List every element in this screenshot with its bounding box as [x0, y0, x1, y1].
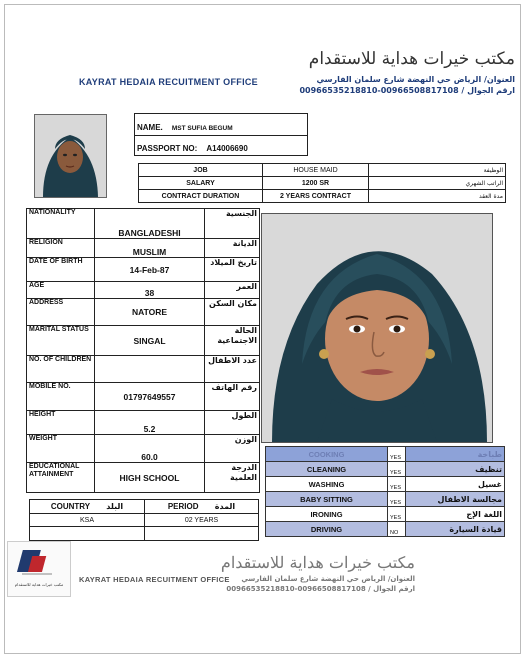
skill-name-ar: طباخة [406, 447, 505, 462]
detail-row [27, 239, 260, 258]
detail-label-ar: الطول [205, 411, 260, 435]
skill-name: DRIVING [266, 522, 388, 537]
skill-name: BABY SITTING [266, 492, 388, 507]
detail-label-ar: الديانة [205, 239, 260, 258]
contract-value: 2 YEARS CONTRACT [263, 190, 369, 203]
detail-label: EDUCATIONAL ATTAINMENT [27, 463, 95, 493]
skill-name-ar: مجالسة الاطفال [406, 492, 505, 507]
salary-value: 1200 SR [263, 177, 369, 190]
detail-value: 01797649557 [95, 383, 205, 411]
skill-row [266, 447, 505, 462]
office-name-english: KAYRAT HEDAIA RECUITMENT OFFICE [79, 77, 258, 87]
skill-name: CLEANING [266, 462, 388, 477]
skill-row [266, 492, 505, 507]
skill-name-ar: غسيل [406, 477, 505, 492]
candidate-large-photo [261, 213, 493, 443]
detail-value: 38 [95, 282, 205, 299]
office-phones: 00966535218810-00966508817108 / ارقم الجوال [299, 86, 515, 95]
detail-row [27, 411, 260, 435]
detail-label: NATIONALITY [27, 209, 95, 239]
period-header [145, 500, 259, 514]
logo-icon [8, 542, 70, 596]
detail-label-ar: عدد الاطفال [205, 356, 260, 383]
skills-table [265, 446, 505, 537]
name-label: NAME. [137, 123, 163, 132]
skill-yes-no: YES [388, 477, 406, 492]
detail-row [27, 326, 260, 356]
detail-label: HEIGHT [27, 411, 95, 435]
skill-row [266, 462, 505, 477]
detail-label: NO. OF CHILDREN [27, 356, 95, 383]
skill-row [266, 507, 505, 522]
portrait-small-icon [35, 115, 106, 197]
detail-value: 14-Feb-87 [95, 258, 205, 282]
detail-row [27, 299, 260, 326]
salary-label: SALARY [139, 177, 263, 190]
skill-name: WASHING [266, 477, 388, 492]
detail-label-ar: رقم الهاتف [205, 383, 260, 411]
detail-label-ar: تاريخ الميلاد [205, 258, 260, 282]
detail-value: 5.2 [95, 411, 205, 435]
detail-label: MOBILE NO. [27, 383, 95, 411]
detail-label-ar: الجنسية [205, 209, 260, 239]
skill-yes-no: YES [388, 492, 406, 507]
detail-label-ar: مكان السكن [205, 299, 260, 326]
period-label-ar: المدة [214, 502, 236, 511]
detail-row [27, 463, 260, 493]
detail-row [27, 356, 260, 383]
job-label-ar: الوظيفة [369, 164, 506, 177]
detail-value: 60.0 [95, 435, 205, 463]
detail-label-ar: الوزن [205, 435, 260, 463]
skill-row [266, 477, 505, 492]
salary-label-ar: الراتب الشهري [369, 177, 506, 190]
detail-row [27, 258, 260, 282]
logo-caption: مكتب خيرات هداية للاستقدام [14, 582, 64, 587]
passport-number: A14006690 [206, 144, 248, 153]
detail-row [27, 282, 260, 299]
period-label: PERIOD [167, 502, 199, 511]
country-label: COUNTRY [50, 502, 90, 511]
details-table [26, 208, 260, 493]
detail-value [95, 356, 205, 383]
identity-table [134, 113, 308, 156]
candidate-small-photo [34, 114, 107, 198]
skill-yes-no: YES [388, 447, 406, 462]
experience-country: KSA [30, 514, 145, 527]
candidate-name: MST SUFIA BEGUM [171, 125, 233, 132]
cv-page [4, 4, 521, 654]
detail-label-ar: العمر [205, 282, 260, 299]
office-logo [7, 541, 71, 597]
job-value: HOUSE MAID [263, 164, 369, 177]
experience-period: 02 YEARS [145, 514, 259, 527]
skill-yes-no: YES [388, 507, 406, 522]
skill-row [266, 522, 505, 537]
detail-label-ar: الدرجة العلمية [205, 463, 260, 493]
skill-name-ar: قيادة السيارة [406, 522, 505, 537]
detail-row [27, 435, 260, 463]
detail-label: WEIGHT [27, 435, 95, 463]
job-label: JOB [139, 164, 263, 177]
detail-row [27, 209, 260, 239]
footer-phones: 00966535218810-00966508817108 / ارقم الجوال [226, 585, 415, 593]
footer-office-english: KAYRAT HEDAIA RECUITMENT OFFICE [79, 575, 230, 584]
office-address: العنوان/ الرياض حي النهضة شارع سلمان الفارسي [316, 75, 515, 84]
detail-label: RELIGION [27, 239, 95, 258]
country-header [30, 500, 145, 514]
contract-label-ar: مدة العقد [369, 190, 506, 203]
detail-label: MARITAL STATUS [27, 326, 95, 356]
detail-row [27, 383, 260, 411]
detail-value: MUSLIM [95, 239, 205, 258]
office-name-arabic: مكتب خيرات هداية للاستقدام [308, 49, 515, 69]
skill-yes-no: NO [388, 522, 406, 537]
skill-yes-no: YES [388, 462, 406, 477]
detail-value: BANGLADESHI [95, 209, 205, 239]
detail-label: AGE [27, 282, 95, 299]
country-label-ar: البلد [106, 502, 124, 511]
detail-value: HIGH SCHOOL [95, 463, 205, 493]
portrait-large-icon [262, 214, 492, 442]
detail-label-ar: الحالة الاجتماعية [205, 326, 260, 356]
skill-name-ar: اللغة الإج [406, 507, 505, 522]
skill-name: COOKING [266, 447, 388, 462]
passport-label: PASSPORT NO: [137, 144, 198, 153]
detail-label: DATE OF BIRTH [27, 258, 95, 282]
job-table [138, 163, 506, 203]
footer-office-arabic: مكتب خيرات هداية للاستقدام [220, 553, 415, 572]
detail-label: ADDRESS [27, 299, 95, 326]
detail-value: NATORE [95, 299, 205, 326]
skill-name-ar: تنظيف [406, 462, 505, 477]
detail-value: SINGAL [95, 326, 205, 356]
experience-table [29, 499, 259, 541]
footer-address: العنوان/ الرياض حي النهضة شارع سلمان الفارسي [241, 575, 415, 583]
contract-label: CONTRACT DURATION [139, 190, 263, 203]
skill-name: IRONING [266, 507, 388, 522]
